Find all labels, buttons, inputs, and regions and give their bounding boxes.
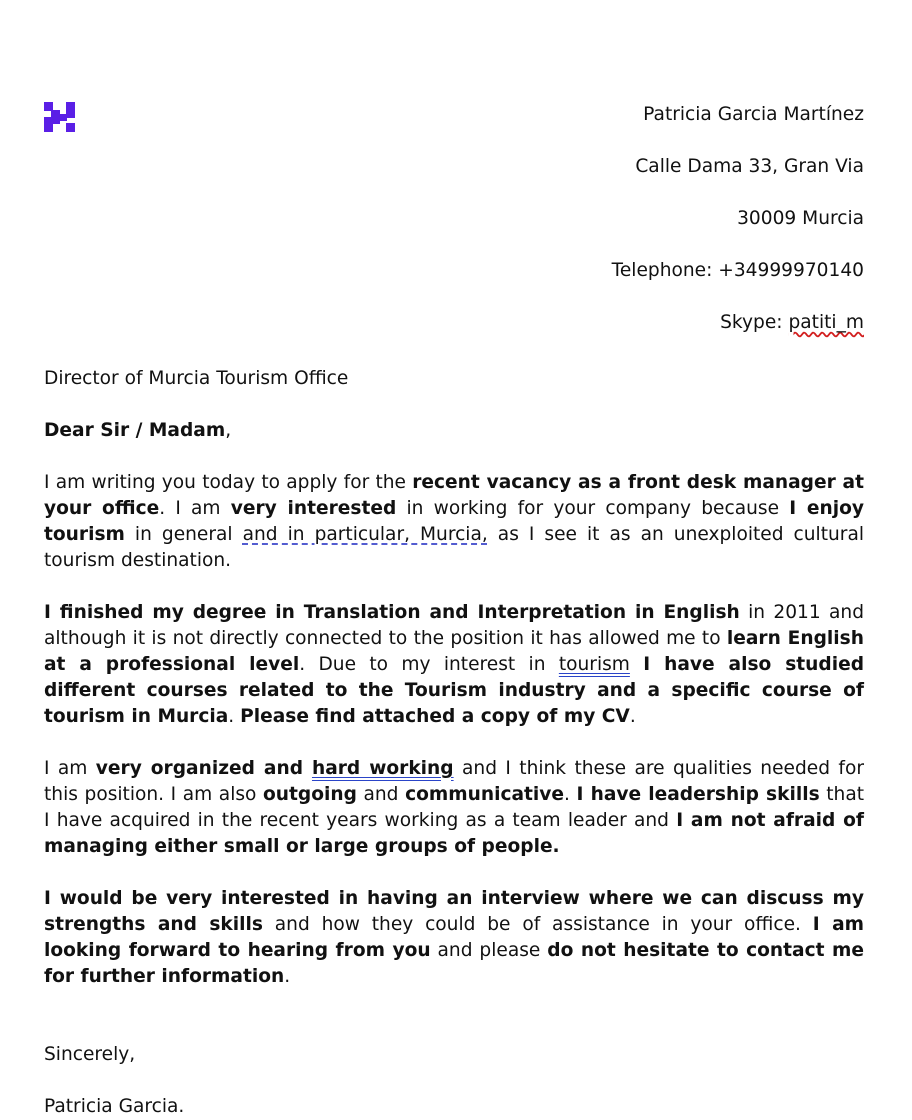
text-run: and please — [430, 940, 548, 961]
text-run: . — [629, 706, 636, 727]
skype-label: Skype: — [720, 312, 789, 333]
bold-run: very organized and — [95, 758, 312, 779]
text-run: . — [284, 966, 291, 987]
bold-run: recent vacancy as a front desk manager at your office — [44, 472, 864, 519]
skype-handle: patiti_m — [788, 312, 864, 333]
blank-line — [44, 1016, 864, 1042]
text-run: as I see it as an unexploited cultural tourism destination. — [44, 524, 865, 571]
sender-city: 30009 Murcia — [737, 208, 864, 229]
greeting — [44, 418, 864, 444]
sender-telephone: Telephone: +34999970140 — [611, 260, 864, 281]
letter-body — [44, 366, 864, 1120]
closing: Sincerely, — [44, 1044, 136, 1065]
sender-name: Patricia Garcia Martínez — [643, 104, 864, 125]
bold-run: I finished my degree in Translation and Interpretation in English — [44, 602, 740, 623]
sender-skype — [612, 310, 864, 336]
text-run: in working for your company because — [396, 498, 790, 519]
paragraph-interview — [44, 886, 864, 990]
text-run: . — [564, 784, 577, 805]
sender-address-block — [612, 102, 864, 362]
salutation-punct: , — [225, 420, 232, 441]
grammar-suggestion[interactable]: and in particular, Murcia, — [242, 524, 488, 545]
underlined-word[interactable]: tourism — [558, 654, 630, 675]
text-run — [630, 654, 643, 675]
text-run: . Due to my interest in — [299, 654, 559, 675]
brand-logo-icon — [44, 102, 75, 132]
logo-mark-icon — [44, 102, 75, 132]
text-run: . — [228, 706, 241, 727]
text-run: that I have acquired in the recent years working as a team leader and — [44, 784, 864, 831]
underlined-bold-phrase[interactable]: hard working — [311, 758, 454, 779]
text-run: . I am — [159, 498, 231, 519]
text-run: in 2011 and although it is not directly connected to the position it has allowed me to — [44, 602, 864, 649]
bold-run: I have also studied different courses related to the Tourism industry and a specific course of tourism in Murcia — [44, 654, 864, 727]
text-run: in general — [124, 524, 243, 545]
text-run: I am writing you today to apply for the — [44, 472, 413, 493]
bold-run: I enjoy tourism — [44, 498, 865, 545]
text-run: and — [356, 784, 406, 805]
bold-run: very interested — [230, 498, 397, 519]
bold-run: I am looking forward to hearing from you — [44, 914, 864, 961]
text-run: and how they could be of assistance in your office. — [262, 914, 813, 935]
text-run: I am — [44, 758, 96, 779]
paragraph-education — [44, 600, 864, 730]
paragraph-skills — [44, 756, 864, 860]
paragraph-intro — [44, 470, 864, 574]
bold-run: communicative — [405, 784, 565, 805]
bold-run: outgoing — [263, 784, 357, 805]
sender-street: Calle Dama 33, Gran Via — [635, 156, 864, 177]
recipient-line: Director of Murcia Tourism Office — [44, 368, 349, 389]
bold-run: I have leadership skills — [576, 784, 820, 805]
bold-run: I would be very interested in having an interview where we can discuss my strengths and skills — [44, 888, 864, 935]
bold-run: I am not afraid of managing either small or large groups of people. — [44, 810, 864, 857]
bold-run: do not hesitate to contact me for further information — [44, 940, 864, 987]
bold-run: Please find attached a copy of my CV — [240, 706, 630, 727]
bold-run: learn English at a professional level — [44, 628, 864, 675]
signature: Patricia Garcia. — [44, 1096, 185, 1117]
text-run: and I think these are qualities needed for this position. I am also — [44, 758, 864, 805]
salutation: Dear Sir / Madam — [44, 420, 226, 441]
